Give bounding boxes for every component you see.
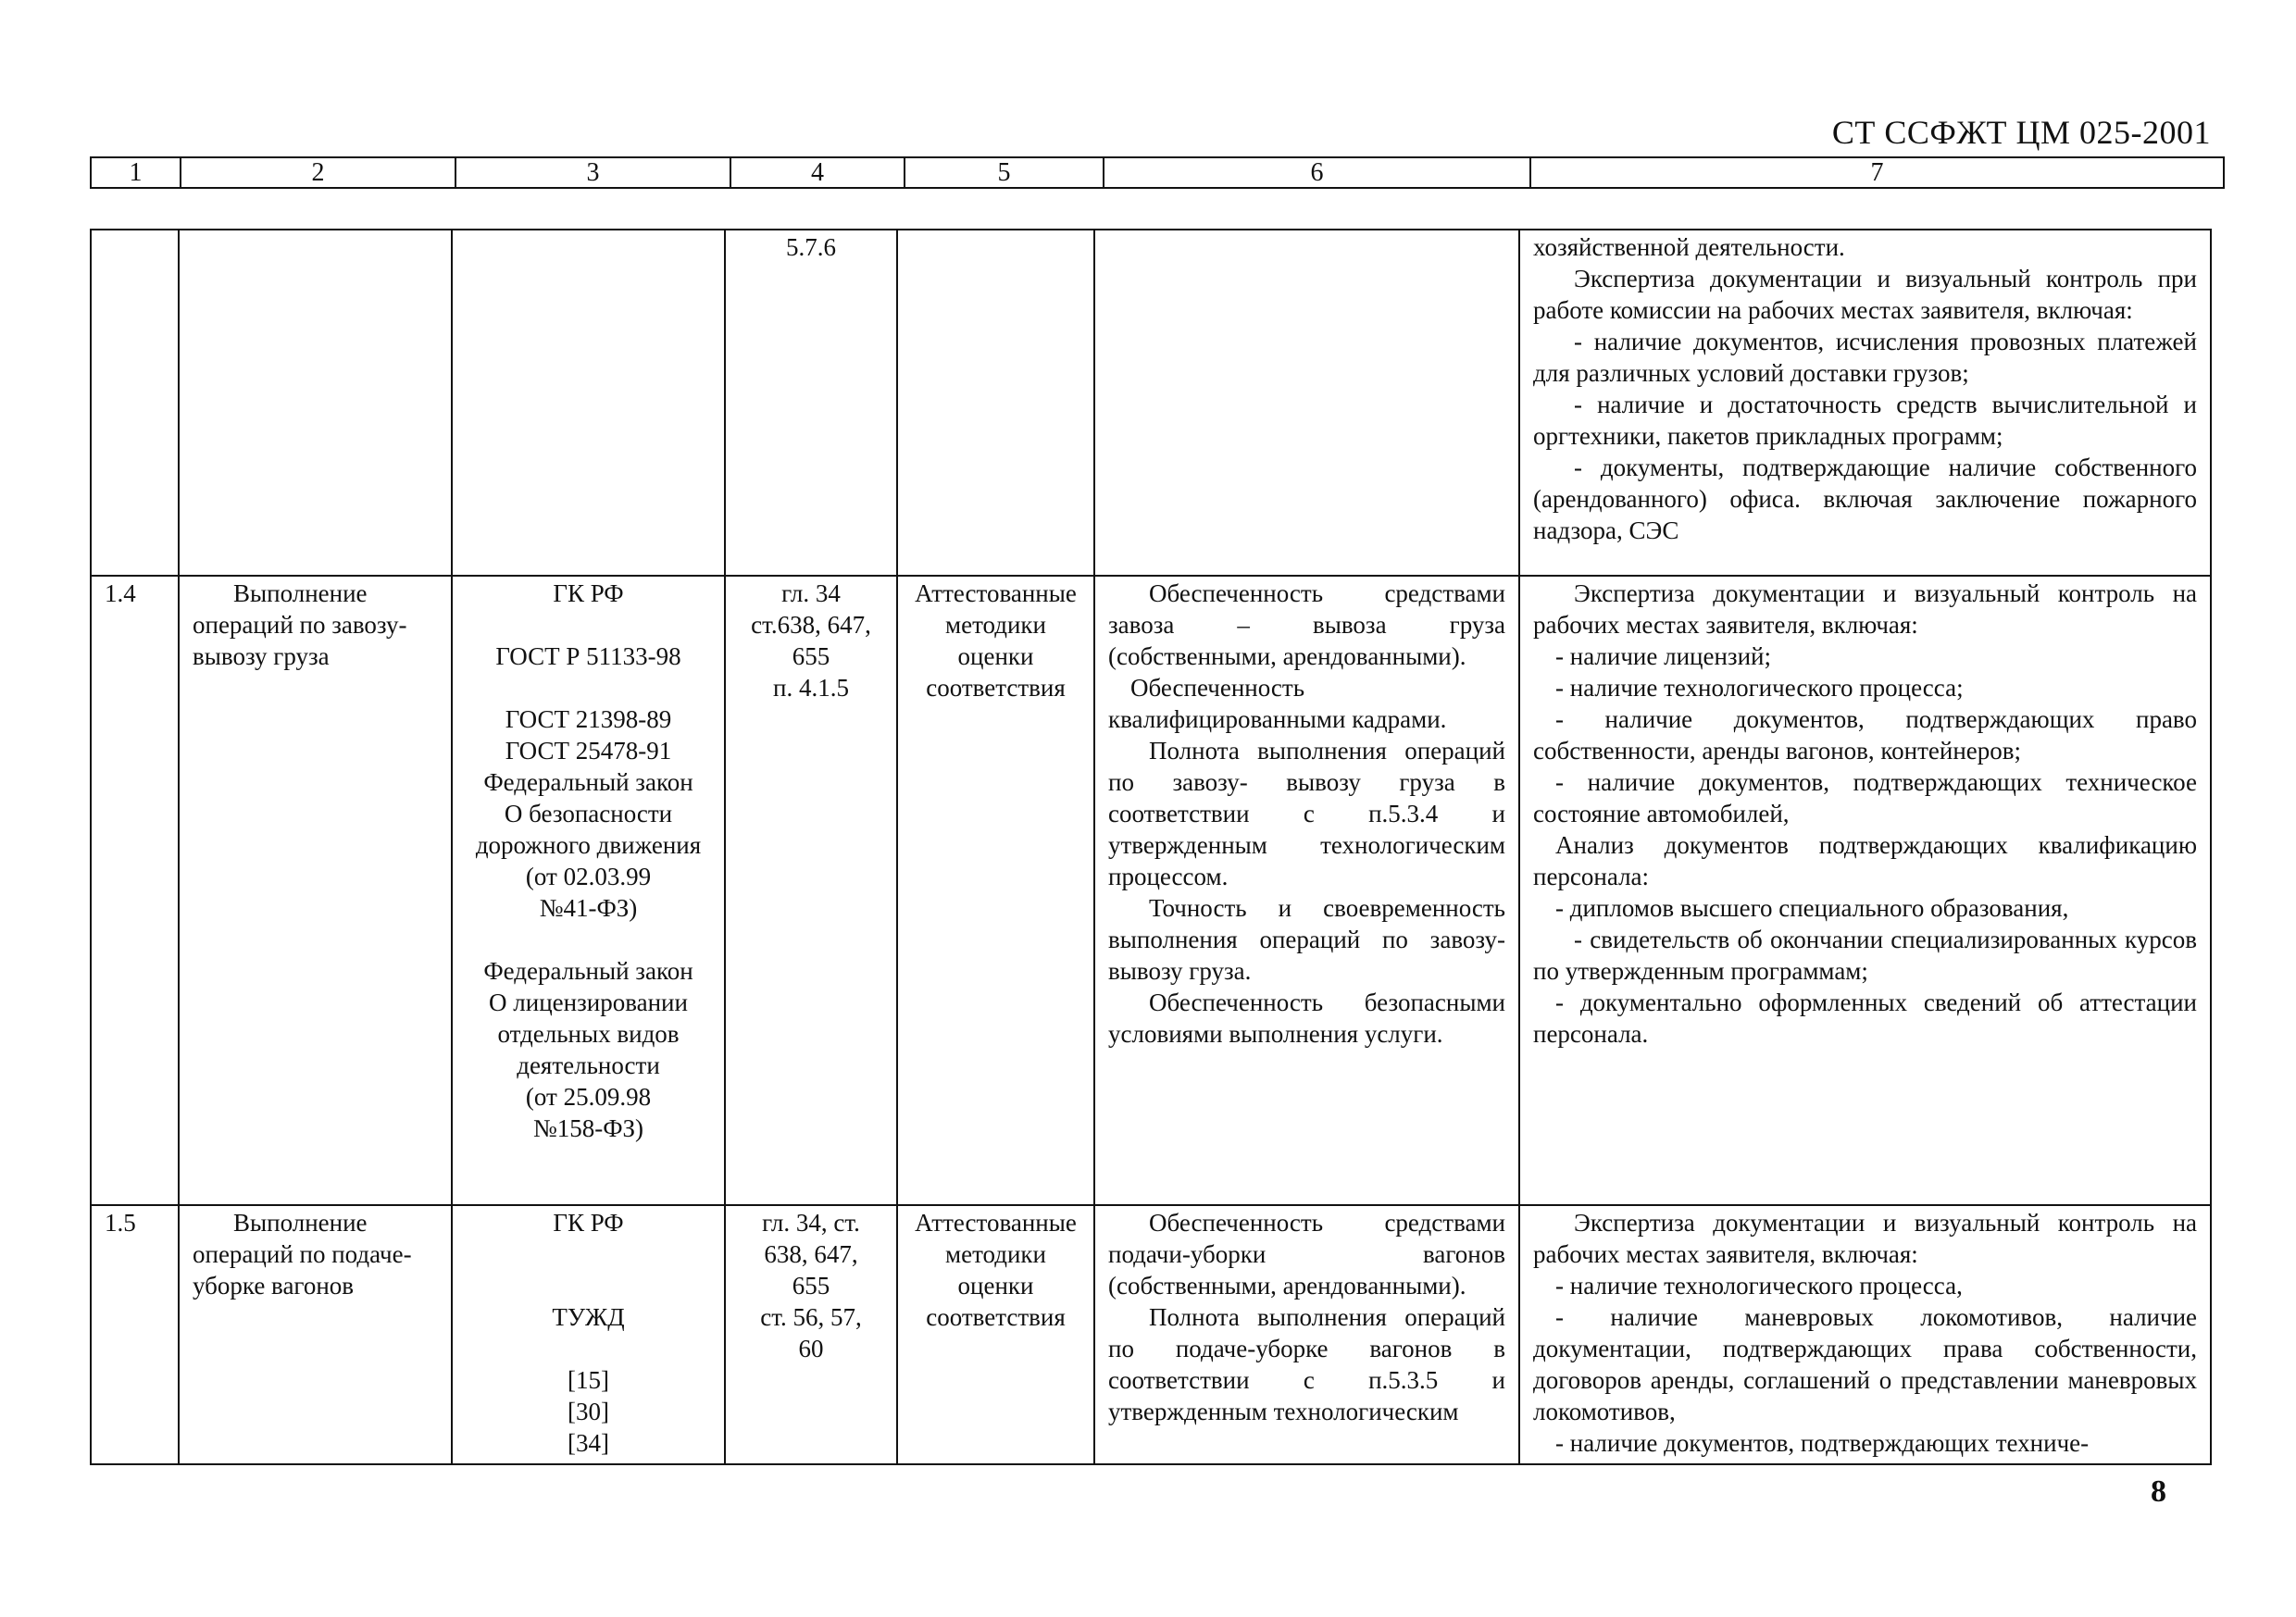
- method-text: Аттестованные методики оценки соответствия: [915, 1209, 1077, 1331]
- normative-line: ТУЖД: [552, 1303, 625, 1331]
- column-number: 1: [91, 157, 181, 188]
- procedure-line: - наличие и достаточность средств вычислительной и оргтехники, пакетов прикладных программ;: [1533, 391, 2197, 450]
- normative-line: ГК РФ: [553, 1209, 624, 1237]
- cell-operation: [179, 576, 452, 1205]
- procedure-line: - наличие маневровых локомотивов, наличие документации, подтверждающих права собственности, договоров аренды, соглашений о представлении маневровых локомотивов,: [1533, 1303, 2197, 1425]
- clause-line: ст.638, 647,: [751, 611, 871, 639]
- criteria-line: Обеспеченность средствами завоза – вывоза груза (собственными, арендованными).: [1108, 579, 1505, 670]
- procedure-line: Экспертиза документации и визуальный контроль на рабочих местах заявителя, включая:: [1533, 1209, 2197, 1268]
- procedure-line: - наличие документов, подтверждающих право собственности, аренды вагонов, контейнеров;: [1533, 705, 2197, 765]
- normative-line: [466, 1238, 711, 1270]
- normative-line: [466, 1270, 711, 1301]
- table-row-continuation: [91, 230, 2211, 576]
- normative-line: Федеральный закон: [483, 957, 693, 985]
- column-number: 6: [1104, 157, 1530, 188]
- normative-line: [466, 1333, 711, 1364]
- column-number-header: [90, 156, 2225, 189]
- procedure-line: Экспертиза документации и визуальный контроль при работе комиссии на рабочих местах заявителя, включая:: [1533, 265, 2197, 324]
- column-number: 4: [730, 157, 905, 188]
- procedure-line: - наличие документов, подтверждающих техническое состояние автомобилей,: [1533, 768, 2197, 827]
- procedure-line: хозяйственной деятельности.: [1533, 233, 1845, 261]
- clause-line: п. 4.1.5: [773, 674, 849, 702]
- column-number: 5: [905, 157, 1104, 188]
- cell-procedure: [1519, 230, 2211, 576]
- normative-line: [30]: [568, 1398, 609, 1425]
- cell-number: 1.4: [91, 576, 179, 1205]
- normative-line: ГОСТ 25478-91: [505, 737, 672, 765]
- clause-line: ст. 56, 57,: [760, 1303, 862, 1331]
- cell-criteria: [1094, 576, 1519, 1205]
- normative-line: (от 02.03.99: [525, 863, 652, 890]
- header-row: [91, 157, 2224, 188]
- procedure-line: - наличие документов, подтверждающих техниче-: [1555, 1429, 2090, 1457]
- criteria-line: Точность и своевременность выполнения операций по завозу-вывозу груза.: [1108, 894, 1505, 985]
- criteria-line: Обеспеченность безопасными условиями выполнения услуги.: [1108, 989, 1505, 1048]
- procedure-line: - наличие документов, исчисления провозных платежей для различных условий доставки грузов;: [1533, 328, 2197, 387]
- column-number: 7: [1530, 157, 2224, 188]
- procedure-line: Экспертиза документации и визуальный контроль на рабочих местах заявителя, включая:: [1533, 579, 2197, 639]
- cell-clause: [725, 576, 897, 1205]
- criteria-line: Полнота выполнения операций по завозу- вывозу груза в соответствии с п.5.3.4 и утвержденным технологическим процессом.: [1108, 737, 1505, 890]
- operation-text: Выполнение операций по завозу-вывозу груза: [193, 579, 407, 670]
- normative-line: ГОСТ 21398-89: [505, 705, 672, 733]
- cell-normative-doc: [452, 576, 725, 1205]
- procedure-line: - наличие технологического процесса,: [1555, 1272, 1963, 1300]
- procedure-line: - дипломов высшего специального образования,: [1555, 894, 2069, 922]
- normative-line: Федеральный закон: [483, 768, 693, 796]
- clause-line: 60: [798, 1335, 824, 1362]
- cell-number: 1.5: [91, 1205, 179, 1464]
- document-code: СТ ССФЖТ ЦМ 025-2001: [1831, 114, 2211, 151]
- normative-line: [15]: [568, 1366, 609, 1394]
- procedure-line: Анализ документов подтверждающих квалификацию персонала:: [1533, 831, 2197, 890]
- procedure-line: - свидетельств об окончании специализированных курсов по утвержденным программам;: [1533, 926, 2197, 985]
- cell-criteria: [1094, 230, 1519, 576]
- column-number: 2: [181, 157, 455, 188]
- normative-line: [466, 672, 711, 703]
- clause-line: 655: [792, 1272, 830, 1300]
- cell-procedure: [1519, 1205, 2211, 1464]
- cell-operation: [179, 230, 452, 576]
- cell-clause: [725, 230, 897, 576]
- cell-method: [897, 576, 1094, 1205]
- clause-line: 655: [792, 642, 830, 670]
- normative-line: [466, 924, 711, 955]
- normative-line: [466, 609, 711, 641]
- procedure-line: - документально оформленных сведений об аттестации персонала.: [1533, 989, 2197, 1048]
- cell-operation: [179, 1205, 452, 1464]
- operation-text: Выполнение операций по подаче-уборке вагонов: [193, 1209, 412, 1300]
- column-number: 3: [455, 157, 730, 188]
- normative-line: О безопасности дорожного движения: [475, 800, 702, 859]
- normative-line: №41-ФЗ): [539, 894, 638, 922]
- normative-line: ГОСТ Р 51133-98: [495, 642, 681, 670]
- requirements-table: [90, 229, 2212, 1465]
- procedure-line: - документы, подтверждающие наличие собственного (арендованного) офиса. включая заключение пожарного надзора, СЭС: [1533, 454, 2197, 544]
- cell-normative-doc: [452, 1205, 725, 1464]
- page-number: 8: [2151, 1474, 2166, 1509]
- normative-line: ГК РФ: [553, 579, 624, 607]
- normative-line: О лицензировании отдельных видов деятельности: [489, 989, 688, 1079]
- procedure-line: - наличие лицензий;: [1555, 642, 1771, 670]
- criteria-line: Обеспеченность средствами подачи-уборки вагонов (собственными, арендованными).: [1108, 1209, 1505, 1300]
- criteria-line: Обеспеченность квалифицированными кадрами.: [1108, 674, 1447, 733]
- clause-line: 638, 647,: [764, 1240, 858, 1268]
- cell-criteria: [1094, 1205, 1519, 1464]
- cell-procedure: [1519, 576, 2211, 1205]
- method-text: Аттестованные методики оценки соответствия: [915, 579, 1077, 702]
- normative-line: №158-ФЗ): [532, 1114, 644, 1142]
- normative-line: (от 25.09.98: [525, 1083, 652, 1111]
- table-row-1-4: [91, 576, 2211, 1205]
- cell-method: [897, 230, 1094, 576]
- clause-line: 5.7.6: [786, 233, 836, 261]
- procedure-line: - наличие технологического процесса;: [1555, 674, 1964, 702]
- cell-method: [897, 1205, 1094, 1464]
- criteria-line: Полнота выполнения операций по подаче-уборке вагонов в соответствии с п.5.3.5 и утвержденным технологическим: [1108, 1303, 1505, 1425]
- clause-line: гл. 34: [781, 579, 841, 607]
- table-row-1-5: [91, 1205, 2211, 1464]
- normative-line: [34]: [568, 1429, 609, 1457]
- clause-line: гл. 34, ст.: [762, 1209, 860, 1237]
- cell-normative-doc: [452, 230, 725, 576]
- cell-number: [91, 230, 179, 576]
- cell-clause: [725, 1205, 897, 1464]
